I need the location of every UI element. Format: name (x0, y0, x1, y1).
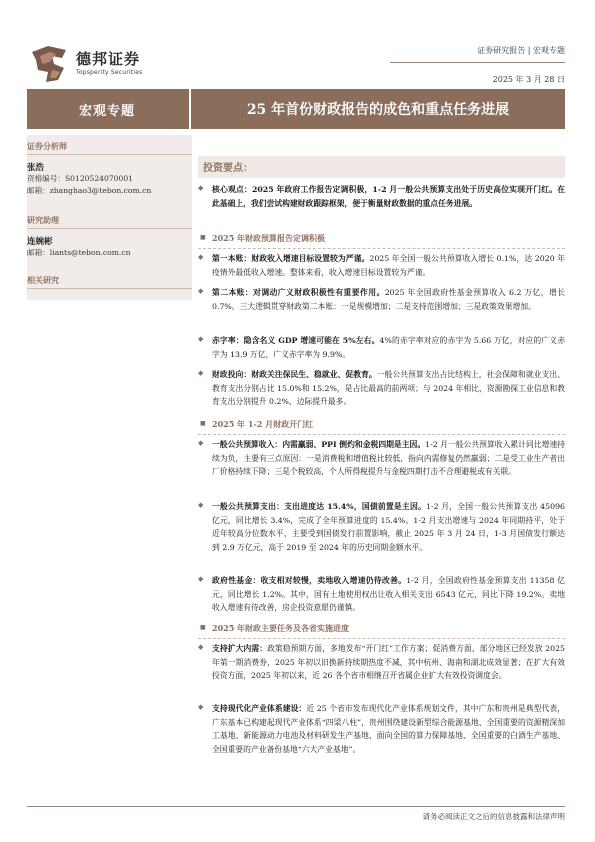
list-item (198, 642, 565, 683)
bullet-icon: ◆ (198, 703, 204, 711)
list-item (198, 252, 565, 279)
list-item (198, 574, 565, 615)
item-text: 1-2 月一般公共预算收入累计同比增速持续为负，主要有三点原因：一是消费税和增值税比较低，指向内需修复仍然羸弱；二是受工业生产者出厂价格持续下降；三是个税较高，个人所得税提升与金税四期打击不合理避税或有关联。 (212, 440, 565, 477)
subheading-3 (198, 622, 565, 637)
subheading-1 (198, 232, 565, 247)
footer-divider (27, 806, 565, 807)
logo-text-cn: 德邦证券 (76, 50, 141, 68)
report-type: 证券研究报告 | 宏观专题 (477, 46, 565, 55)
analyst-cert: 资格编号：S0120524070001 (27, 174, 133, 183)
item-text: 2025 年全国一般公共预算收入增长 0.1%，达 2020 年疫情外最低收入增速。整体来看，收入增速目标设置较为严谨。 (212, 254, 565, 277)
subheading-label: 2025 年财政主要任务及各省实施进度 (212, 623, 350, 633)
analyst-heading: 证券分析师 (27, 138, 192, 155)
analyst-section (27, 138, 192, 197)
list-item (198, 286, 565, 313)
item-text: 近 25 个省市发布现代化产业体系规划文件，其中广东和贵州是典型代表，广东基本已构建起现代产业体系“四梁八柱”，贵州围绕建设新型综合能源基地、全国重要的资源精深加工基地、新能源动力电池及材料研发生产基地、面向全国的算力保障基地、全国重要的白酒生产基地、全国重要的产业备份基地“六大产业基地”。 (212, 704, 566, 754)
item-text: 2025 年全国政府性基金预算收入 6.2 万亿，增长 0.7%。三大逻辑贯穿财政第二本账：一是规模增加；二是支持范围增加；三是政策效果增加。 (212, 288, 565, 311)
report-title: 25 年首份财政报告的成色和重点任务进展 (246, 102, 510, 118)
item-text: 一般公共预算支出占比结构上，社会保障和就业支出、教育支出分别占比 15.0%和 15.2%，是占比最高的前两项；与 2024 年相比，资源勘探工业信息和教育支出分别提升 0.2%，边际提升最多。 (212, 370, 566, 407)
bullet-icon: ◆ (198, 643, 204, 651)
item-text: 政策稳预期方面，多地发布“开门红”工作方案；促消费方面，部分地区已经发放 2025 年第一期消费券，2025 年初以旧换新持续期热度不减，其中杭州、海南和湖北成效显著；在扩大有效投资方面，2025 年初以来，近 26 各个省市相继召开省属企业扩大有效投资调度会。 (212, 644, 565, 681)
bullet-icon: ◆ (198, 335, 204, 343)
section-header-box (198, 156, 565, 178)
footer-disclaimer: 请务必阅读正文之后的信息披露和法律声明 (422, 812, 565, 821)
bullet-icon: ◆ (198, 501, 204, 509)
item-lead: 支持扩大内需： (212, 644, 268, 653)
square-bullet-icon: ■ (200, 234, 206, 241)
square-bullet-icon: ■ (200, 420, 206, 427)
title-banner (27, 89, 565, 129)
list-item (198, 438, 565, 479)
core-lead: 核心观点： (212, 185, 252, 194)
square-bullet-icon: ■ (200, 624, 206, 631)
item-text: 1-2 月，全国一般公共预算支出 45096 亿元，同比增长 3.4%，完成了全年预算进度的 15.4%。1-2 月支出增速与 2024 年同期持平，处于近年较高分位数水平，主要受到国债发行前置影响，截止 2025 年 3 月 24 日，1-3 月国债发行额达到 2.9 万亿元，高于 2019 至 2024 年的历史同期金额水平。 (212, 502, 565, 552)
item-lead: 第一本账：财政收入增速目标设置较为严谨。 (212, 254, 370, 263)
related-section (27, 272, 192, 289)
item-lead: 政府性基金：收支相对较慢，卖地收入增速仍待改善。 (212, 576, 407, 585)
item-text: 1-2 月，全国政府性基金预算支出 11358 亿元，同比增长 1.2%。其中，国有土地使用权出让收入相关支出 6543 亿元，同比下降 19.2%。卖地收入增速有待改善，房企投资意愿仍谨慎。 (212, 576, 565, 613)
analyst-name: 张浩 (27, 163, 45, 173)
bullet-icon: ◆ (198, 184, 204, 192)
item-lead: 财政投向：财政关注保民生、稳就业、促教育。 (212, 370, 377, 379)
bullet-icon: ◆ (198, 287, 204, 295)
logo-mark-icon (28, 42, 70, 86)
item-lead: 支持现代化产业体系建设： (212, 704, 307, 713)
list-item (198, 702, 565, 756)
item-lead: 一般公共预算收入：内需羸弱、PPI 倒灼和金税四期是主因。 (212, 440, 426, 449)
assistant-heading: 研究助理 (27, 212, 192, 229)
bullet-icon: ◆ (198, 369, 204, 377)
subheading-label: 2025 年 1-2 月财政开门红 (212, 419, 314, 429)
related-heading: 相关研究 (27, 272, 192, 289)
analyst-email[interactable]: 邮箱：zhanghao3@tebon.com.cn (27, 186, 152, 195)
list-item (198, 334, 565, 361)
assistant-section (27, 212, 192, 259)
list-item (198, 368, 565, 409)
logo-text-en: Topsperity Securities (76, 69, 143, 76)
subheading-divider (198, 434, 565, 435)
company-logo (28, 42, 168, 86)
subheading-divider (198, 248, 565, 249)
core-point (198, 183, 565, 210)
subheading-divider (198, 638, 565, 639)
subheading-label: 2025 年财政预算报告定调积极 (212, 233, 326, 243)
section-title: 投资要点： (203, 163, 253, 174)
item-text: 4%的赤字率对应的赤字为 5.66 万亿，对应的广义赤字为 13.9 万亿，广义赤字率为 9.9%。 (212, 336, 565, 359)
bullet-icon: ◆ (198, 439, 204, 447)
core-bold: 2025 年政府工作报告定调积极，1-2 月一般公共预算支出处于历史高位实现开门红。在此基础上，我们尝试构建财政跟踪框架，便于衡量财政数据的重点任务进展。 (212, 185, 565, 208)
bullet-icon: ◆ (198, 253, 204, 261)
item-lead: 一般公共预算支出：支出进度达 15.4%，国债前置是主因。 (212, 502, 426, 511)
assistant-email[interactable]: 邮箱：liants@tebon.com.cn (27, 248, 131, 257)
assistant-name: 连婉彬 (27, 237, 53, 247)
item-lead: 赤字率：隐含名义 GDP 增速可能在 5%左右。 (212, 336, 380, 345)
core-point-text (212, 183, 565, 210)
list-item (198, 500, 565, 554)
bullet-icon: ◆ (198, 575, 204, 583)
item-lead: 第二本账：对调动广义财政积极性有重要作用。 (212, 288, 385, 297)
report-category: 宏观专题 (78, 103, 135, 119)
subheading-2 (198, 418, 565, 433)
report-date: 2025 年 3 月 28 日 (492, 75, 565, 84)
header-divider (390, 62, 565, 63)
